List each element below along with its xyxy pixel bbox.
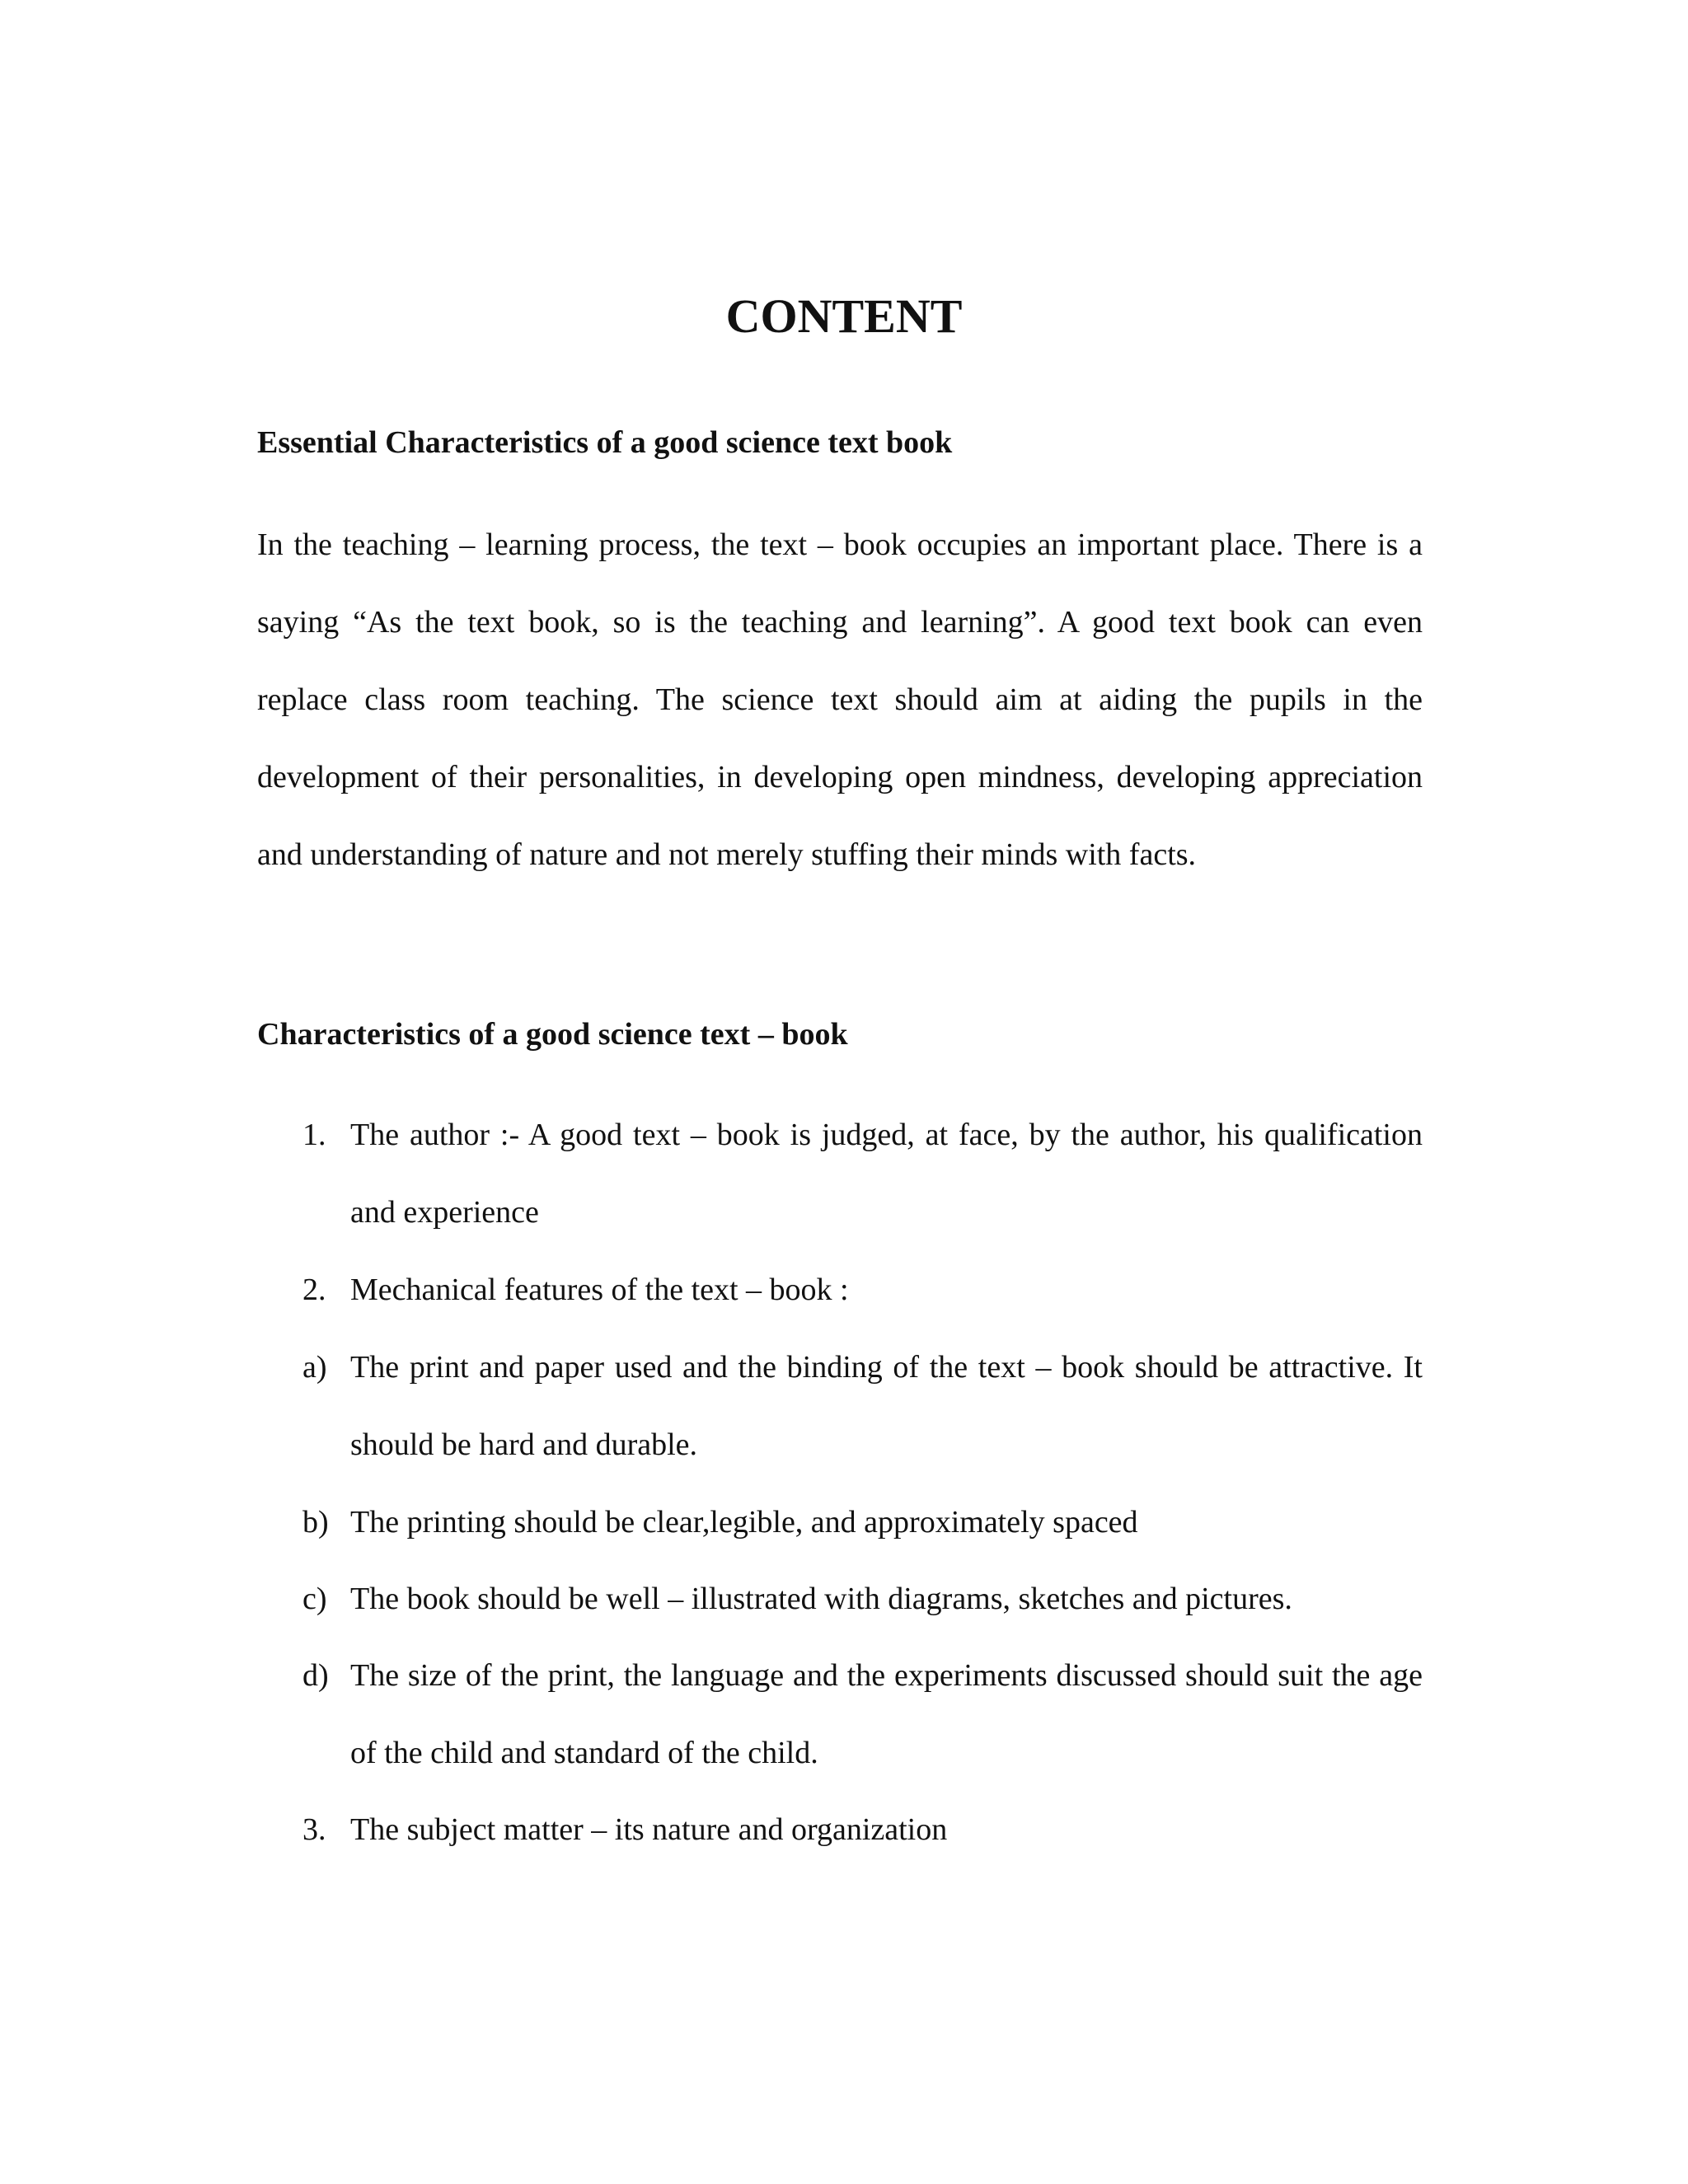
list-item-text: The print and paper used and the binding of the text – book should be attractive. It should be hard and durable.: [350, 1350, 1423, 1462]
list-item-text: Mechanical features of the text – book :: [350, 1272, 849, 1307]
list-item-text: The size of the print, the language and the experiments discussed should suit the age of the child and standard of the child.: [350, 1658, 1423, 1770]
list-item-author: [257, 1096, 1423, 1251]
list-item-printing-clear: [257, 1483, 1423, 1561]
list-marker: 1.: [302, 1118, 326, 1152]
list-marker: b): [302, 1505, 329, 1540]
list-item-size-of-print: [257, 1637, 1423, 1792]
list-item-text: The printing should be clear,legible, and approximately spaced: [350, 1505, 1138, 1540]
section-heading-characteristics: Characteristics of a good science text – book: [257, 1017, 848, 1052]
list-item-subject-matter: [257, 1791, 1423, 1868]
list-marker: d): [302, 1658, 329, 1693]
list-marker: c): [302, 1582, 327, 1616]
section-heading-essential-characteristics: Essential Characteristics of a good science text book: [257, 425, 953, 460]
list-item-illustrated: [257, 1560, 1423, 1638]
list-item-text: The book should be well – illustrated with diagrams, sketches and pictures.: [350, 1582, 1292, 1616]
list-marker: 2.: [302, 1272, 326, 1307]
list-item-print-paper: [257, 1329, 1423, 1483]
list-marker: a): [302, 1350, 327, 1385]
list-item-mechanical-features: [257, 1251, 1423, 1329]
list-item-text: The author :- A good text – book is judged, at face, by the author, his qualification and experience: [350, 1118, 1423, 1230]
list-marker: 3.: [302, 1812, 326, 1847]
intro-paragraph: In the teaching – learning process, the text – book occupies an important place. There is a saying “As the text book, so is the teaching and learning”. A good text book can even replace class room teaching. The science text should aim at aiding the pupils in the development of their personalities, in developing open mindness, developing appreciation and understanding of nature and not merely stuffing their minds with facts.: [257, 527, 1423, 872]
list-item-text: The subject matter – its nature and organization: [350, 1812, 948, 1847]
page-title: CONTENT: [725, 289, 963, 343]
